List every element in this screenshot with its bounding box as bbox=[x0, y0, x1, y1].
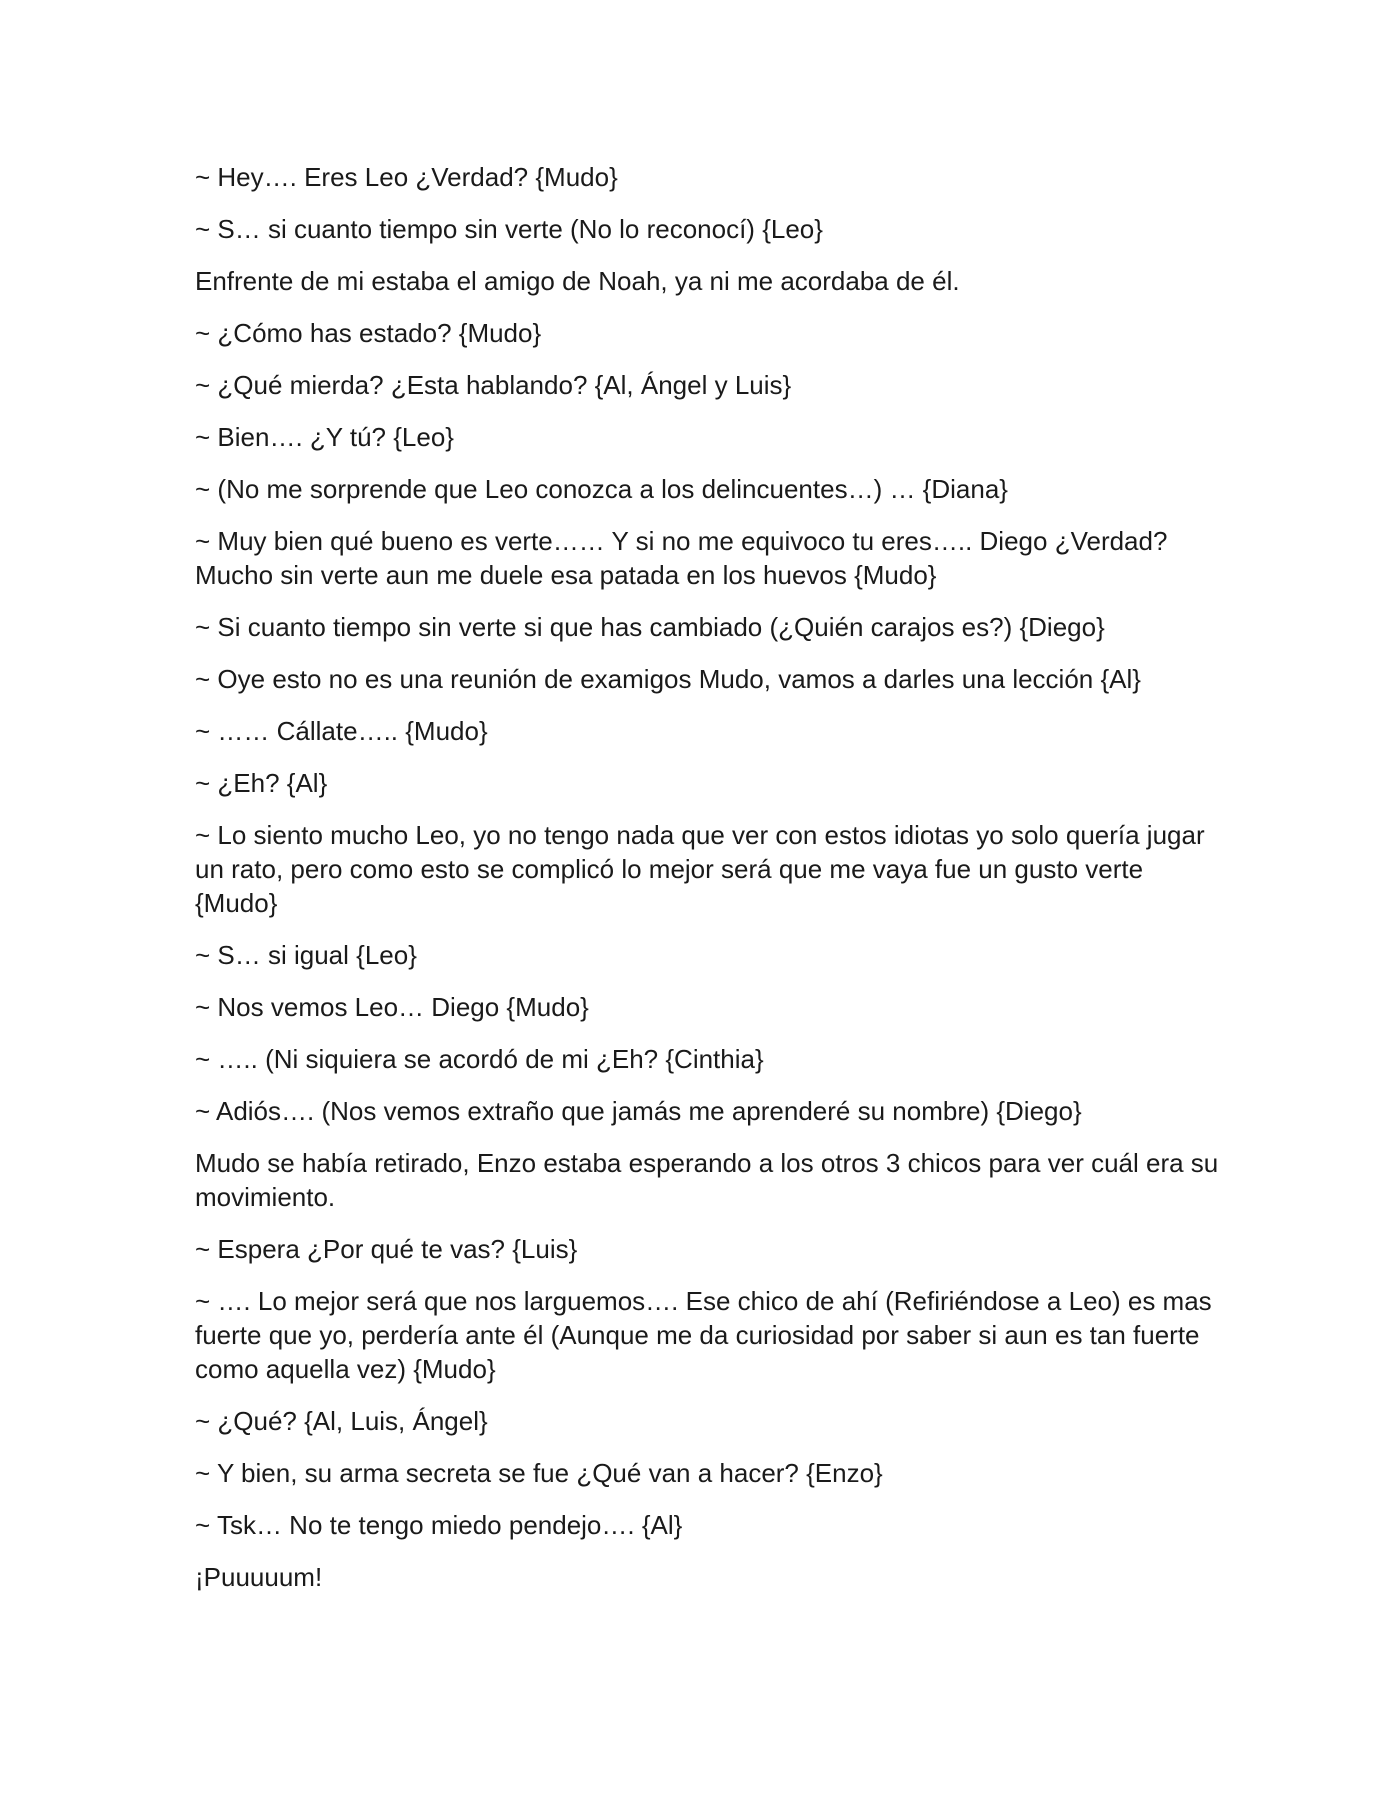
paragraph: ~ ¿Cómo has estado? {Mudo} bbox=[195, 318, 542, 348]
paragraph: ~ Tsk… No te tengo miedo pendejo…. {Al} bbox=[195, 1510, 683, 1540]
paragraph: Mudo se había retirado, Enzo estaba esperando a los otros 3 chicos para ver cuál era su movimiento. bbox=[195, 1148, 1219, 1212]
paragraph: ~ ¿Qué mierda? ¿Esta hablando? {Al, Ángel y Luis} bbox=[195, 370, 792, 400]
paragraph: ~ S… si cuanto tiempo sin verte (No lo reconocí) {Leo} bbox=[195, 214, 823, 244]
paragraph: ~ Y bien, su arma secreta se fue ¿Qué van a hacer? {Enzo} bbox=[195, 1458, 883, 1488]
document-body bbox=[195, 160, 1220, 1612]
paragraph: ~ ¿Qué? {Al, Luis, Ángel} bbox=[195, 1406, 488, 1436]
paragraph: ~ S… si igual {Leo} bbox=[195, 940, 417, 970]
paragraph: ~ ¿Eh? {Al} bbox=[195, 768, 328, 798]
paragraph: ~ Si cuanto tiempo sin verte si que has cambiado (¿Quién carajos es?) {Diego} bbox=[195, 612, 1105, 642]
paragraph: ~ (No me sorprende que Leo conozca a los delincuentes…) … {Diana} bbox=[195, 474, 1008, 504]
paragraph: ~ …. Lo mejor será que nos larguemos…. Ese chico de ahí (Refiriéndose a Leo) es mas fuerte que yo, perdería ante él (Aunque me da curiosidad por saber si aun es tan fuerte como aquella vez) {Mudo} bbox=[195, 1286, 1212, 1384]
paragraph: ~ Bien…. ¿Y tú? {Leo} bbox=[195, 422, 454, 452]
paragraph: ~ Hey…. Eres Leo ¿Verdad? {Mudo} bbox=[195, 162, 618, 192]
paragraph: ~ Adiós…. (Nos vemos extraño que jamás me aprenderé su nombre) {Diego} bbox=[195, 1096, 1082, 1126]
paragraph: ¡Puuuuum! bbox=[195, 1562, 323, 1592]
paragraph: ~ Espera ¿Por qué te vas? {Luis} bbox=[195, 1234, 578, 1264]
paragraph: ~ …… Cállate….. {Mudo} bbox=[195, 716, 488, 746]
paragraph: ~ Lo siento mucho Leo, yo no tengo nada que ver con estos idiotas yo solo quería jugar un rato, pero como esto se complicó lo mejor será que me vaya fue un gusto verte {Mudo} bbox=[195, 820, 1205, 918]
paragraph: ~ ….. (Ni siquiera se acordó de mi ¿Eh? {Cinthia} bbox=[195, 1044, 764, 1074]
paragraph: ~ Nos vemos Leo… Diego {Mudo} bbox=[195, 992, 589, 1022]
paragraph: ~ Muy bien qué bueno es verte…… Y si no me equivoco tu eres….. Diego ¿Verdad? Mucho sin verte aun me duele esa patada en los huevos {Mudo} bbox=[195, 526, 1168, 590]
paragraph: ~ Oye esto no es una reunión de examigos Mudo, vamos a darles una lección {Al} bbox=[195, 664, 1141, 694]
paragraph: Enfrente de mi estaba el amigo de Noah, ya ni me acordaba de él. bbox=[195, 266, 960, 296]
